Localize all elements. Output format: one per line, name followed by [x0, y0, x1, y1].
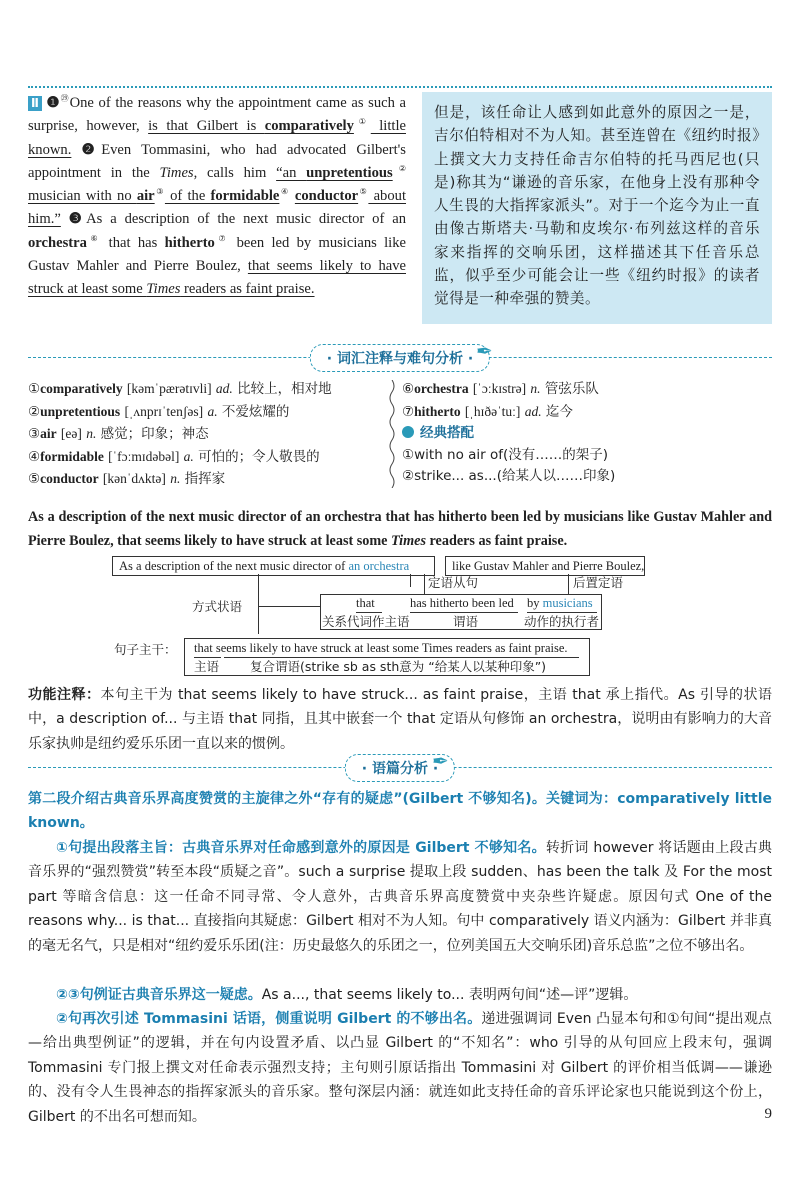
p2-text: As a..., that seems likely to... 表明两句间“述—评”逻辑。 [261, 987, 638, 1003]
word-by: by [527, 596, 543, 610]
analysis-intro: 第二段介绍古典音乐界高度赞赏的主旋律之外“存有的疑虑”(Gilbert 不够知名)。关键词为：comparatively little known。 [28, 791, 772, 832]
vocab-num: ⑤ [28, 471, 41, 487]
sup-4: ④ [279, 187, 290, 197]
vocab-entry [28, 468, 408, 491]
vocab-pos: ad. [524, 403, 542, 419]
vocab-ipa: [eə] [60, 426, 82, 441]
s2-text-b: , calls him [193, 164, 277, 181]
s3-text: As a description of the next music director of an [86, 211, 406, 228]
vocab-ipa: [kənˈdʌktə] [102, 471, 166, 486]
s2-underline-c: of the [164, 188, 211, 205]
vocab-ipa: [ˈfɔːmɪdəbəl] [108, 448, 180, 464]
vocab-pos: a. [183, 448, 194, 464]
vocab-list-right [402, 378, 772, 488]
connector [424, 574, 425, 594]
s2-underline-d: about him.” [28, 188, 407, 228]
vocab-meaning: 比较上，相对地 [237, 381, 332, 397]
sup-2: ② [392, 164, 407, 174]
p2-head: ②③句例证古典音乐界这一疑虑。 [56, 987, 262, 1003]
classic-label: 经典搭配 [420, 425, 474, 441]
word-that: that [356, 596, 375, 610]
top-dotted-rule [28, 86, 772, 88]
vocab-entry [402, 401, 772, 424]
pen-icon: ✒ [432, 749, 449, 773]
diagram-post-attr-box: like Gustav Mahler and Pierre Boulez, [445, 556, 645, 576]
vocab-meaning: 感觉；印象；神态 [100, 426, 209, 442]
vocab-header-title: · 词汇注释与难句分析 · [310, 344, 490, 372]
pen-icon: ✒ [476, 339, 493, 363]
sentence-marker-3: ❸ [68, 211, 87, 228]
box1-orchestra: an orchestra [348, 559, 410, 573]
label-compound-predicate: 复合谓语(strike sb as sth意为 “给某人以某种印象”) [250, 659, 547, 674]
p1-text: 转折词 however 将话题由上段古典音乐界的“强烈赞赏”转至本段“质疑之音”。such a surprise 提取上段 sudden、has been the talk 及 For the most part 等暗含信息：这一任命不同寻常、令人意外，古典音乐界高度赞赏中夹杂些许疑虑。原因句式 One of the reasons why... is that... 直接指向其疑虑：Gilbert 相对不为人知。句中 comparatively 语义内涵为：Gilbert 并非真的毫无名气，只是相对“纽约爱乐乐团(注：历史最悠久的乐团之一，位列美国五大交响乐团)音乐总监”之位不够出名。 [28, 840, 772, 954]
sup-1: ① [353, 117, 371, 127]
connector [258, 606, 320, 607]
sup-6: ⑥ [86, 233, 102, 243]
times-italic: Times [159, 164, 194, 181]
sentence-text-b: readers as faint praise. [425, 533, 568, 549]
vocab-entry [402, 378, 772, 401]
classic-collocation-heading [402, 423, 772, 445]
s3-underline-a: that seems likely to have struck at least some [28, 258, 406, 298]
page-number: 9 [764, 1106, 772, 1122]
sup-3: ③ [154, 187, 165, 197]
vocab-meaning: 指挥家 [184, 471, 226, 487]
vocab-pos: n. [530, 381, 541, 396]
bullet-icon [402, 426, 414, 438]
collocation-2: ②strike... as...(给某人以……印象) [402, 468, 616, 484]
s2-text: Even Tommasini, who had advocated Gilbert's appointment in the [28, 141, 406, 181]
s3-text-b: that has [101, 234, 165, 251]
vocab-num: ④ [28, 448, 41, 465]
vocab-entry [28, 446, 408, 469]
label-agent: 动作的执行者 [524, 614, 600, 629]
vocab-section-header [0, 339, 800, 372]
underline [224, 657, 579, 658]
word-musicians: musicians [542, 596, 593, 610]
s2-underline-b: musician with no [28, 188, 137, 205]
vocab-word: air [40, 426, 57, 441]
vocab-list-left [28, 378, 408, 491]
analysis-section-header [0, 749, 800, 782]
vocab-word-comparatively: comparatively [264, 118, 354, 135]
sentence-marker-1: ❶ [46, 95, 61, 111]
main-clause-text: that seems likely to have struck at least some Times readers as faint praise. [194, 641, 568, 655]
vocab-word-conductor: conductor [294, 188, 359, 205]
label-predicate: 谓语 [453, 614, 479, 629]
s3-text-c: been led by musicians like Gustav Mahler and Pierre Boulez, [28, 234, 407, 275]
label-adverbial: 方式状语 [192, 599, 243, 614]
function-note [28, 683, 772, 756]
sentence-times: Times [391, 533, 426, 549]
box1-text: As a description of the next music director of [119, 559, 349, 573]
wavy-separator [388, 380, 396, 488]
vocab-ipa: [ˈɔːkɪstrə] [472, 381, 527, 396]
vocab-ipa: [ˌʌnprɪˈtenʃəs] [124, 403, 204, 419]
analysis-p3 [28, 1007, 772, 1129]
vocab-entry [28, 378, 408, 401]
vocab-entry [28, 423, 408, 446]
vocab-entry [28, 401, 408, 424]
vocab-ipa: [ˌhɪðəˈtuː] [464, 403, 521, 419]
vocab-word-formidable: formidable [210, 188, 280, 205]
vocab-word-unpretentious: unpretentious [306, 164, 393, 181]
s2-underline-a: “an [276, 164, 307, 181]
vocab-pos: a. [207, 403, 218, 419]
difficult-sentence [28, 505, 772, 553]
connector [410, 574, 411, 587]
vocab-num: ③ [28, 426, 41, 442]
question-ref-sup: ㉙ [60, 94, 70, 104]
vocab-word-air: air [136, 188, 155, 205]
p1-head: ①句提出段落主旨：古典音乐界对任命感到意外的原因是 Gilbert 不够知名。 [56, 840, 546, 856]
diagram-adverbial-box [112, 556, 435, 576]
underline [194, 657, 221, 658]
vocab-word: conductor [40, 471, 99, 486]
s1-underline-2: little known. [28, 118, 406, 158]
s1-text: One of the reasons why the appointment came as such a surprise, however, [28, 95, 407, 135]
vocab-num: ② [28, 403, 41, 420]
vocab-meaning: 迄今 [545, 403, 573, 420]
underline [356, 612, 382, 613]
vocab-word: orchestra [414, 381, 469, 396]
translation-box: 但是，该任命让人感到如此意外的原因之一是，吉尔伯特相对不为人知。甚至连曾在《纽约时报》上撰文大力支持任命吉尔伯特的托马西尼也(只是)称其为“谦逊的音乐家，在他身上没有那种令人生畏的大指挥家派头”。对于一个迄今为止一直由像古斯塔夫·马勒和皮埃尔·布列兹这样的音乐家来指挥的交响乐团，这样描述其下任音乐总监，似乎至少可能会让一些《纽约时报》的读者觉得是一种牵强的赞美。 [422, 92, 772, 324]
underline [527, 612, 597, 613]
times-italic-2: Times [146, 281, 181, 298]
label-relative-pronoun: 关系代词作主语 [322, 614, 410, 629]
sup-5: ⑤ [358, 187, 369, 197]
connector [258, 574, 259, 634]
connector [568, 574, 569, 594]
s1-underline: is that Gilbert is [148, 118, 265, 135]
label-attributive-clause: 定语从句 [428, 575, 479, 590]
p3-head: ②句再次引述 Tommasini 话语，侧重说明 Gilbert 的不够出名。 [56, 1011, 482, 1027]
vocab-meaning: 管弦乐队 [544, 381, 599, 397]
vocab-pos: n. [86, 426, 97, 441]
function-label: 功能注释： [28, 687, 101, 703]
vocab-word-orchestra: orchestra [28, 234, 87, 251]
analysis-p1 [28, 836, 772, 958]
vocab-word: unpretentious [40, 403, 121, 419]
label-subject: 主语 [194, 659, 220, 674]
vocab-word: comparatively [40, 381, 123, 396]
passage-paragraph [28, 92, 406, 302]
vocab-num: ⑦ [402, 403, 415, 420]
vocab-word: formidable [40, 448, 104, 464]
vocab-pos: n. [170, 471, 181, 486]
section-badge: Ⅱ [28, 96, 42, 111]
vocab-num: ① [28, 381, 41, 397]
vocab-ipa: [kəmˈpærətɪvli] [126, 381, 212, 396]
word-has-been-led: has hitherto been led [410, 596, 514, 610]
s3-underline-b: readers as faint praise. [180, 281, 315, 298]
vocab-num: ⑥ [402, 381, 415, 397]
underline [410, 612, 518, 613]
sentence-marker-2: ❷ [81, 141, 102, 158]
word-by-musicians [527, 596, 593, 611]
vocab-meaning: 可怕的；令人敬畏的 [198, 448, 320, 465]
p3-text: 递进强调词 Even 凸显本句和①句间“提出观点—给出典型例证”的逻辑，并在句内设置矛盾、以凸显 Gilbert 的“不知名”：who 引导的从句回应上段末句，强调 Tommasini 专门报上撰文对任命表示强烈支持；主句则引原话指出 Tommasini 对 Gilbert 的评价相当低调——谦逊的、没有令人生畏神态的指挥家派头的音乐家。整句深层内涵：就连如此支持任命的音乐评论家也只能说到这个份上，Gilbert 的不出名可想而知。 [28, 1011, 772, 1125]
collocation-1: ①with no air of(没有……的架子) [402, 446, 609, 463]
analysis-header-title: · 语篇分析 · [345, 754, 455, 782]
vocab-pos: ad. [215, 381, 233, 396]
sup-7: ⑦ [214, 233, 230, 243]
vocab-word-hitherto: hitherto [164, 234, 215, 251]
analysis-p2 [28, 983, 772, 1007]
vocab-meaning: 不爱炫耀的 [221, 403, 290, 420]
label-main-clause: 句子主干： [114, 642, 177, 657]
label-post-attributive: 后置定语 [573, 575, 624, 590]
vocab-word: hitherto [414, 403, 461, 419]
function-text: 本句主干为 that seems likely to have struck... as faint praise，主语 that 承上指代。As 引导的状语中，a description of... 与主语 that 同指，且其中嵌套一个 that 定语从句修饰 an orchestra，说明由有影响力的大音乐家执帅是纽约爱乐乐团一直以来的惯例。 [28, 687, 772, 752]
sentence-text-a: As a description of the next music director of an orchestra that has hitherto been led by musicians like Gustav Mahler and Pierre Boulez, that seems likely to have struck at least some [28, 509, 772, 549]
